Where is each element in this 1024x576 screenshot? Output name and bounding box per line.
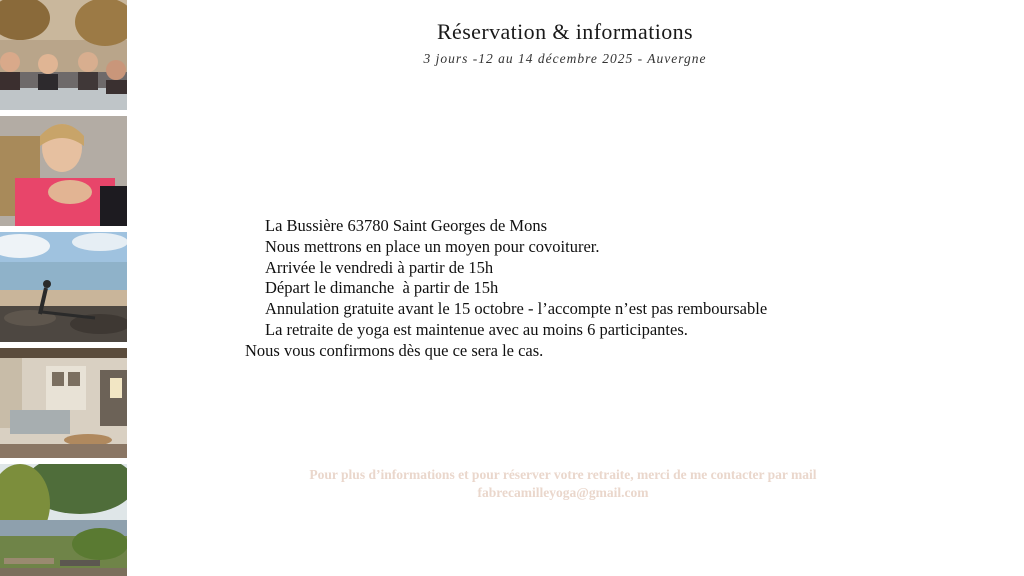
page-title: Réservation & informations: [436, 19, 694, 44]
address-line: La Bussière 63780 Saint Georges de Mons: [265, 216, 547, 235]
yoga-teacher-photo: [0, 116, 127, 226]
info-block: [245, 216, 945, 362]
contact-email-link[interactable]: fabrecamilleyoga@gmail.com: [477, 485, 649, 500]
minimum-participants-line: La retraite de yoga est maintenue avec au moins 6 participantes.: [265, 319, 688, 339]
confirmation-line: Nous vous confirmons dès que ce sera le cas.: [245, 340, 544, 360]
living-room-photo: [0, 348, 127, 458]
contact-text: Pour plus d’informations et pour réserver votre retraite, merci de me contacter par mail: [309, 467, 817, 482]
arrival-line: Arrivée le vendredi à partir de 15h: [265, 257, 494, 277]
cancellation-line: Annulation gratuite avant le 15 octobre - l’accompte n’est pas remboursable: [265, 299, 768, 319]
garden-photo: [0, 464, 127, 576]
beach-yoga-photo: [0, 232, 127, 342]
photo-strip: [0, 0, 127, 576]
departure-line: Départ le dimanche à partir de 15h: [265, 278, 499, 298]
carpool-line: Nous mettrons en place un moyen pour covoiturer.: [265, 236, 600, 256]
hot-tub-photo: [0, 0, 127, 110]
contact-block: [250, 466, 876, 502]
event-dates-subtitle: 3 jours -12 au 14 décembre 2025 - Auvergne: [423, 51, 707, 66]
